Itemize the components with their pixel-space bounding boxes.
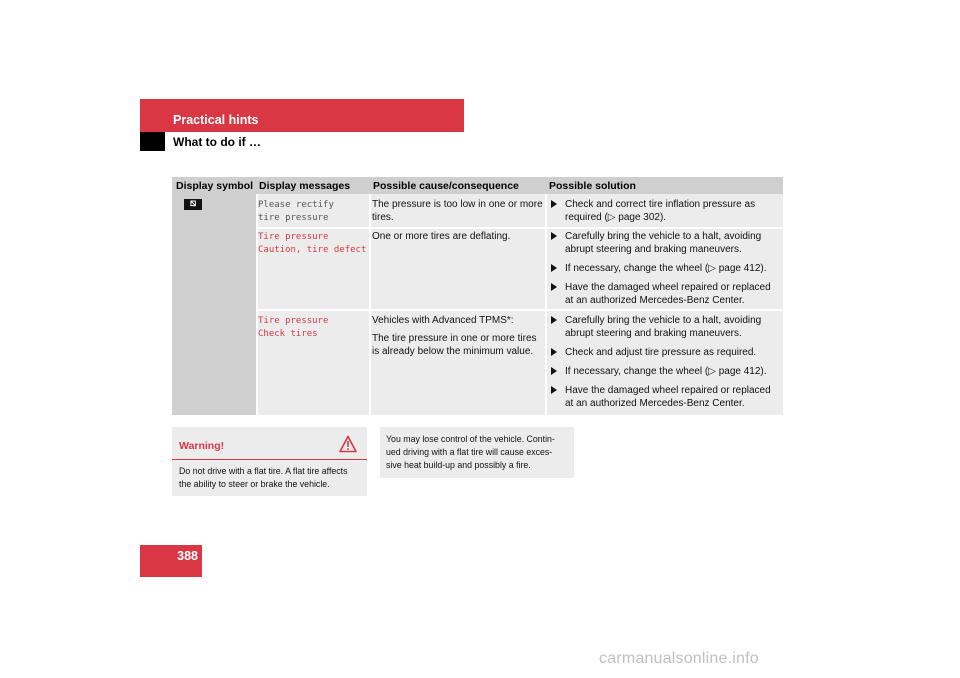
- solution-item: [549, 281, 779, 307]
- arrow-bullet-icon: [551, 283, 557, 291]
- column-header-cause: Possible cause/consequence: [373, 180, 519, 192]
- solution-line: Carefully bring the vehicle to a halt, avoiding: [565, 231, 762, 242]
- solution-line: abrupt steering and braking maneuvers.: [565, 244, 742, 255]
- solution-line: If necessary, change the wheel (▷ page 412).: [565, 366, 767, 377]
- solution-line: Check and adjust tire pressure as required.: [565, 347, 757, 358]
- cause-cell: [372, 198, 544, 224]
- info-text-line: You may lose control of the vehicle. Contin-: [386, 434, 555, 444]
- cause-intro: Vehicles with Advanced TPMS*:: [372, 315, 514, 326]
- warning-text: [179, 465, 364, 491]
- display-message-line: Check tires: [258, 329, 318, 339]
- solution-line: Carefully bring the vehicle to a halt, avoiding: [565, 315, 762, 326]
- solution-line: at an authorized Mercedes-Benz Center.: [565, 295, 745, 306]
- warning-divider: [172, 459, 367, 460]
- display-message-line: Tire pressure: [258, 232, 329, 242]
- solution-line: abrupt steering and braking maneuvers.: [565, 328, 742, 339]
- column-header-display-messages: Display messages: [259, 180, 351, 192]
- solution-line: Check and correct tire inflation pressure as: [565, 199, 756, 210]
- section-title: Practical hints: [173, 113, 259, 127]
- cause-cell: [372, 230, 544, 243]
- arrow-bullet-icon: [551, 367, 557, 375]
- solution-item: [549, 346, 779, 359]
- table-row: [258, 315, 328, 341]
- watermark: carmanualsonline.info: [599, 650, 759, 667]
- cause-line: The pressure is too low in one or more: [372, 199, 543, 210]
- solution-cell: [549, 230, 779, 313]
- table-row: [258, 199, 334, 225]
- solution-item: [549, 198, 779, 224]
- solution-item: [549, 262, 779, 275]
- cause-line: The tire pressure in one or more tires: [372, 333, 537, 344]
- warning-text-line: the ability to steer or brake the vehicle.: [179, 479, 330, 489]
- cause-line: is already below the minimum value.: [372, 346, 534, 357]
- info-text: [386, 433, 572, 472]
- solution-line: Have the damaged wheel repaired or replaced: [565, 385, 771, 396]
- display-message-line: Tire pressure: [258, 316, 329, 326]
- display-message-line: Please rectify: [258, 200, 334, 210]
- section-subtitle: What to do if …: [173, 135, 261, 149]
- symbol-column: [172, 194, 256, 415]
- column-header-solution: Possible solution: [549, 180, 636, 192]
- solution-item: [549, 314, 779, 340]
- cause-cell: [372, 314, 544, 358]
- cause-line: tires.: [372, 212, 394, 223]
- warning-title: Warning!: [179, 440, 225, 452]
- info-text-line: ued driving with a flat tire will cause exces-: [386, 447, 553, 457]
- display-messages-table: [172, 177, 783, 415]
- arrow-bullet-icon: [551, 232, 557, 240]
- table-row: [258, 231, 366, 257]
- display-message-line: tire pressure: [258, 213, 329, 223]
- solution-item: [549, 365, 779, 378]
- page-number-box: [140, 545, 202, 577]
- info-text-line: sive heat build-up and possibly a fire.: [386, 460, 531, 470]
- arrow-bullet-icon: [551, 348, 557, 356]
- solution-line: If necessary, change the wheel (▷ page 412).: [565, 263, 767, 274]
- column-header-display-symbol: Display symbol: [176, 180, 254, 192]
- solution-cell: [549, 198, 779, 230]
- info-box: [380, 427, 574, 478]
- tire-pressure-warning-icon: ⧅: [184, 199, 202, 210]
- solution-line: Have the damaged wheel repaired or replaced: [565, 282, 771, 293]
- arrow-bullet-icon: [551, 200, 557, 208]
- solution-line: required (▷ page 302).: [565, 212, 667, 223]
- header-marker: [140, 132, 165, 151]
- page-number: 388: [177, 549, 198, 563]
- arrow-bullet-icon: [551, 386, 557, 394]
- warning-box: [172, 427, 367, 496]
- arrow-bullet-icon: [551, 316, 557, 324]
- warning-triangle-icon: [339, 435, 357, 453]
- solution-cell: [549, 314, 779, 416]
- solution-item: [549, 230, 779, 256]
- arrow-bullet-icon: [551, 264, 557, 272]
- table-header: [172, 177, 783, 194]
- solution-item: [549, 384, 779, 410]
- cause-line: One or more tires are deflating.: [372, 231, 511, 242]
- solution-line: at an authorized Mercedes-Benz Center.: [565, 398, 745, 409]
- display-message-line: Caution, tire defect: [258, 245, 367, 255]
- warning-text-line: Do not drive with a flat tire. A flat tire affects: [179, 466, 348, 476]
